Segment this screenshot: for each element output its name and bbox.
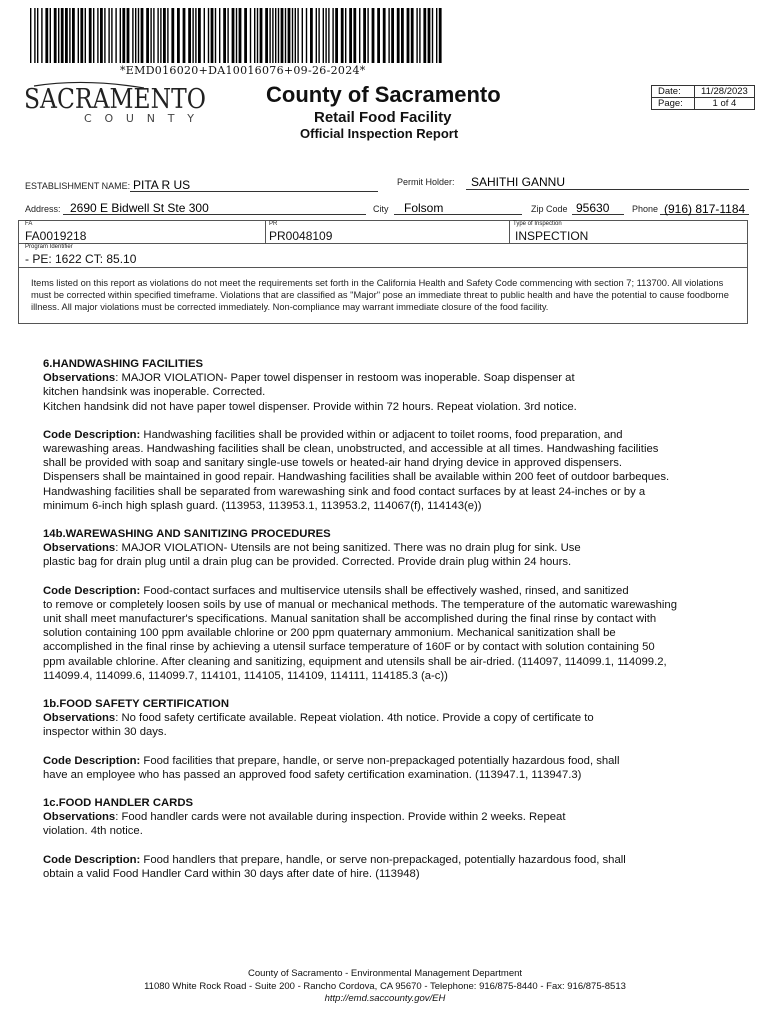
page-footer [0, 968, 770, 1006]
observations-label: Observations [43, 712, 116, 725]
inspection-type: INSPECTION [515, 229, 589, 243]
date-page-box [651, 85, 755, 110]
violation-observation [43, 711, 733, 739]
inspection-type-label: Type of Inspection [513, 221, 562, 227]
observations-label: Observations [43, 542, 116, 555]
footer-address: 11080 White Rock Road - Suite 200 - Rancho Cordova, CA 95670 - Telephone: 916/875-8440 - Fax: 916/875-8513 [144, 980, 626, 992]
violation-title: 6.HANDWASHING FACILITIES [43, 358, 204, 370]
violation-code-description [43, 428, 733, 513]
violation-code-description [43, 754, 733, 782]
violation-observation [43, 541, 733, 569]
logo-sub-text: COUNTY [84, 112, 194, 125]
violation-title: 1c.FOOD HANDLER CARDS [43, 797, 194, 810]
code-description-label: Code Description: [43, 853, 141, 866]
permit-holder-label: Permit Holder: [397, 177, 455, 187]
observation-text: : No food safety certificate available. Repeat violation. 4th notice. Provide a copy of certificate to inspector within 30 days. [43, 712, 594, 739]
observations-label: Observations [43, 372, 116, 385]
program-identifier-label: Program Identifier [25, 244, 73, 250]
fa-number: FA0019218 [25, 229, 87, 243]
violation-item [43, 796, 733, 881]
violation-title: 1b.FOOD SAFETY CERTIFICATION [43, 698, 229, 711]
footer-department: County of Sacramento - Environmental Management Department [247, 968, 523, 979]
city: Folsom [404, 201, 444, 215]
violation-item [43, 527, 733, 683]
code-description-text: Food-contact surfaces and multiservice utensils shall be effectively washed, rinsed, and sanitized to remove or completely loosen soils by use of manual or mechanical methods. The temperature of the automatic warewashing unit shall meet manufacturer's specifications. Manual sanitation shall be accomplished during the final rinse by contact with solution containing 100 ppm available chlorine or 200 ppm quaternary ammonium. Mechanical sanitization shall be accomplished in the final rinse by achieving a utensil surface temperature of 160F or by contact with solution containing 50 ppm available chlorine. After cleaning and sanitizing, equipment and utensils shall be air-dried. (114097, 114099.1, 114099.2, 114099.4, 114099.6, 114099.7, 114101, 114105, 114109, 114111, 114185.3 (a-c)) [43, 584, 677, 682]
logo-main-text: SACRAMENTO [24, 84, 206, 115]
report-type: Official Inspection Report [300, 126, 459, 141]
permit-holder: SAHITHI GANNU [471, 175, 566, 189]
disclaimer-text: Items listed on this report as violations do not meet the requirements set forth in the California Health and Safety Code commencing with section 7; 113700. All violations must be corrected within specified timeframe. Violations that are classified as "Major" pose an immediate threat to public health and have the potential to cause foodborne illness. All major violations must be corrected immediately. Non-compliance may warrant immediate closure of the food facility. [31, 278, 729, 312]
violation-item [43, 697, 733, 782]
page-title: County of Sacramento [266, 82, 501, 107]
violation-observation [43, 371, 733, 414]
code-description-label: Code Description: [43, 754, 141, 767]
phone: (916) 817-1184 [664, 202, 746, 216]
page-number: 1 of 4 [695, 98, 755, 110]
code-description-label: Code Description: [43, 428, 141, 441]
establishment-name: PITA R US [133, 178, 191, 192]
page-label: Page: [652, 98, 695, 110]
pr-number: PR0048109 [269, 229, 333, 243]
zip-label: Zip Code [531, 204, 568, 214]
observation-text: : Food handler cards were not available during inspection. Provide within 2 weeks. Repeat violation. 4th notice. [43, 811, 566, 838]
report-date: 11/28/2023 [695, 86, 755, 98]
establishment-name-label: ESTABLISHMENT NAME: [25, 181, 131, 191]
observation-text: : MAJOR VIOLATION- Paper towel dispenser in restoom was inoperable. Soap dispenser at kitchen handsink was inoperable. Corrected. Kitchen handsink did not have paper towel dispenser. Provide within 72 hours. Repeat violation. 3rd notice. [43, 372, 577, 413]
violations-list [43, 357, 733, 895]
date-label: Date: [652, 86, 695, 98]
fa-label: FA [25, 221, 33, 227]
code-description-text: Handwashing facilities shall be provided within or adjacent to toilet rooms, food preparation, and warewashing areas. Handwashing facilities shall be clean, unobstructed, and accessible at all times. Handwashing facilities shall be provided with soap and sanitary single-use towels or heated-air hand drying device in approved dispensers. Dispensers shall be maintained in good repair. Handwashing facilities shall be available within 200 feet of outdoor barbeques. Handwashing facilities shall be separated from warewashing sink and food contact surfaces by at least 24-inches or by a minimum 6-inch high splash guard. (113953, 113953.1, 113953.2, 114067(f), 114143(e)) [43, 428, 670, 512]
violation-observation [43, 810, 733, 838]
pr-label: PR [269, 221, 278, 227]
facility-type: Retail Food Facility [314, 109, 452, 126]
violation-title: 14b.WAREWASHING AND SANITIZING PROCEDURES [43, 528, 331, 541]
sacramento-county-logo [24, 82, 208, 126]
violation-item [43, 357, 733, 513]
code-description-label: Code Description: [43, 584, 141, 597]
facility-info-box [18, 220, 748, 324]
program-identifier: - PE: 1622 CT: 85.10 [25, 252, 137, 266]
barcode [30, 8, 446, 63]
violation-code-description [43, 584, 733, 683]
address-label: Address: [25, 204, 61, 214]
barcode-text: *EMD016020+DA10016076+09-26-2024* [120, 64, 366, 77]
code-description-text: Food facilities that prepare, handle, or serve non-prepackaged potentially hazardous food, shall have an employee who has passed an approved food safety certification examination. (113947.1, 113947.3) [43, 754, 620, 781]
city-label: City [373, 204, 389, 214]
observations-label: Observations [43, 811, 116, 824]
zip-code: 95630 [576, 201, 610, 215]
address: 2690 E Bidwell St Ste 300 [70, 201, 209, 215]
observation-text: : MAJOR VIOLATION- Utensils are not being sanitized. There was no drain plug for sink. Use plastic bag for drain plug until a drain plug can be provided. Corrected. Provide drain plug within 24 hours. [43, 542, 581, 569]
violation-code-description [43, 853, 733, 881]
phone-label: Phone [632, 204, 659, 214]
footer-url-link[interactable]: http://emd.saccounty.gov/EH [324, 993, 446, 1004]
code-description-text: Food handlers that prepare, handle, or serve non-prepackaged, potentially hazardous food, shall obtain a valid Food Handler Card within 30 days after date of hire. (113948) [43, 853, 626, 880]
